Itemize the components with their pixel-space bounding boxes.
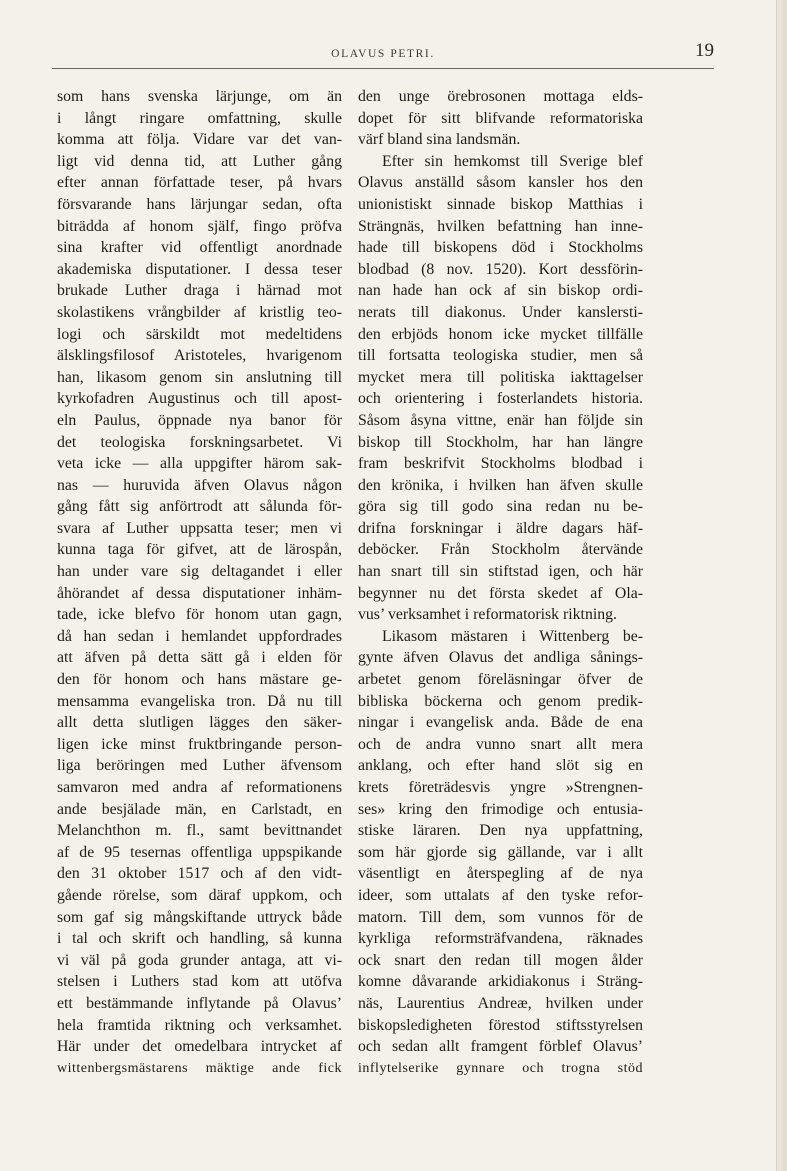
- text-line: nas — huruvida äfven Olavus någon: [57, 476, 342, 494]
- text-line: Efter sin hemkomst till Sverige blef: [382, 152, 643, 170]
- text-line: logi och särskildt mot medeltidens: [57, 325, 342, 343]
- text-line: Här under det omedelbara intrycket af: [57, 1038, 342, 1056]
- text-line: kyrkliga reformsträfvandena, räknades: [358, 930, 643, 948]
- text-line: att äfven på detta sätt gå i elden för: [57, 649, 342, 667]
- text-line: han snart till sin stiftstad igen, och här: [358, 563, 643, 581]
- text-line: ligt vid denna tid, att Luther gång: [57, 152, 342, 170]
- text-line: drifna forskningar i äldre dagars häf-: [358, 519, 643, 537]
- text-line: tade, icke blefvo för honom utan gagn,: [57, 606, 342, 624]
- right-text-column: [358, 86, 643, 1079]
- text-line: vus’ verksamhet i reformatorisk riktning.: [358, 606, 617, 624]
- text-line: stelsen i Luthers stad kom att utöfva: [57, 973, 342, 991]
- text-line: dopet för sitt blifvande reformatoriska: [358, 109, 643, 127]
- text-line: Strängnäs, hvilken befattning han inne-: [358, 217, 643, 235]
- text-line: anklang, och efter hand slöt sig en: [358, 757, 643, 775]
- text-line: kyrkofadren Augustinus och till apost-: [57, 390, 342, 408]
- text-line: allt detta slutligen lägges den säker-: [57, 714, 342, 732]
- text-line: väsentligt en återspegling af de nya: [358, 865, 643, 883]
- text-line: biträdda af honom själf, fingo pröfva: [57, 217, 342, 235]
- text-line: samvaron med andra af reformationens: [57, 779, 342, 796]
- text-line: ligen icke minst fruktbringande person-: [57, 735, 342, 753]
- text-line: som gaf sig mångskiftande uttryck både: [57, 908, 342, 926]
- text-line: hela framtida riktning och verksamhet.: [57, 1016, 342, 1034]
- text-line: skolastikens vrångbilder af kristlig teo-: [57, 303, 342, 321]
- text-line: deböcker. Från Stockholm återvände: [358, 541, 643, 559]
- page-edge: [776, 0, 787, 1171]
- text-line: sina krafter vid offentligt anordnade: [57, 239, 342, 257]
- text-line: efter annan författade teser, på hvars: [57, 174, 342, 192]
- text-line: gående rörelse, som däraf uppkom, och: [57, 886, 342, 904]
- text-line: veta icke — alla uppgifter härom sak-: [57, 455, 342, 473]
- text-line: akademiska disputationer. I dessa teser: [57, 260, 342, 278]
- text-line: komma att följa. Vidare var det van-: [57, 131, 342, 149]
- text-line: Melanchthon m. fl., samt bevittnandet: [57, 822, 342, 840]
- text-line: näs, Laurentius Andreæ, hvilken under: [358, 994, 643, 1012]
- text-line: krets företrädesvis yngre »Strengnen-: [358, 779, 643, 796]
- text-line: Såsom åsyna vittne, enär han följde sin: [358, 411, 643, 429]
- text-line: och sedan allt framgent förblef Olavus’: [358, 1038, 643, 1056]
- text-line: ett bestämmande inflytande på Olavus’: [57, 994, 342, 1012]
- text-line: begynner nu det första skedet af Ola-: [358, 584, 643, 602]
- text-line: blodbad (8 nov. 1520). Kort dessförin-: [358, 260, 643, 278]
- text-line: och de andra vunno snart allt mera: [358, 735, 643, 753]
- text-line: han, likasom genom sin anslutning till: [57, 368, 342, 386]
- text-line: försvarande hans lärjungar sedan, ofta: [57, 195, 342, 213]
- text-line: ses» kring den frimodige och entusia-: [358, 800, 643, 818]
- text-line: stiske läraren. Den nya uppfattning,: [358, 822, 643, 840]
- text-line: ideer, som uttalats af den tyske refor-: [358, 886, 643, 904]
- text-line: arbetet genom föreläsningar öfver de: [358, 671, 643, 689]
- text-line: brukade Luther draga i härnad mot: [57, 282, 342, 300]
- text-line: i långt ringare omfattning, skulle: [57, 109, 342, 127]
- text-line: komne dåvarande arkidiakonus i Sträng-: [358, 973, 643, 991]
- text-line: åhörandet af dessa disputationer inhäm-: [57, 584, 342, 602]
- text-line: hade till biskopens död i Stockholms: [358, 239, 643, 257]
- text-line: älsklingsfilosof Aristoteles, hvarigenom: [57, 347, 342, 365]
- text-line: göra sig till godo sina redan nu be-: [358, 498, 643, 516]
- text-line: biskopsledigheten förestod stiftsstyrelsen: [358, 1016, 643, 1034]
- text-line: bibliska böckerna och genom predik-: [358, 692, 643, 710]
- text-line: ningar i evangelisk anda. Både de ena: [358, 714, 643, 732]
- text-line: svara af Luther uppsatta teser; men vi: [57, 519, 342, 537]
- text-line: Likasom mästaren i Wittenberg be-: [382, 627, 643, 645]
- text-line: kunna taga för gifvet, att de lärospån,: [57, 541, 342, 559]
- text-line: gynte äfven Olavus det andliga sånings-: [358, 649, 643, 667]
- text-line: som här gjorde sig gällande, var i allt: [358, 843, 643, 861]
- text-line: nan hade han ock af sin biskop ordi-: [358, 282, 643, 300]
- text-line: eln Paulus, öppnade nya banor för: [57, 411, 342, 429]
- text-line: i tal och skrift och handling, så kunna: [57, 930, 342, 948]
- text-line: som hans svenska lärjunge, om än: [57, 88, 342, 105]
- text-line: den unge örebrosonen mottaga elds-: [358, 88, 643, 105]
- text-line: matorn. Till dem, som vunnos för de: [358, 908, 643, 926]
- text-line: liga beröringen med Luther äfvensom: [57, 757, 342, 775]
- text-line: mycket mera till politiska iakttagelser: [358, 368, 643, 386]
- text-line: då han sedan i hemlandet uppfordrades: [57, 627, 342, 645]
- running-head: OLAVUS PETRI.: [331, 48, 435, 60]
- text-line: nerats till diakonus. Under kanslersti-: [358, 303, 643, 321]
- text-line: Olavus anställd såsom kansler hos den: [358, 174, 643, 192]
- text-line: den krönika, i hvilken han äfven skulle: [358, 476, 643, 494]
- text-line: det teologiska forskningsarbetet. Vi: [57, 433, 342, 451]
- text-line: mensamma evangeliska tron. Då nu till: [57, 692, 342, 710]
- text-line: den 31 oktober 1517 och af den vidt-: [57, 865, 342, 883]
- text-line: biskop till Stockholm, har han längre: [358, 433, 643, 451]
- text-line: vi väl på goda grunder antaga, att vi-: [57, 951, 342, 969]
- text-line: gång fått sig anförtrodt att sålunda för-: [57, 498, 342, 516]
- text-line: värf bland sina landsmän.: [358, 131, 521, 149]
- page-header: [52, 40, 714, 69]
- text-line: den för honom och hans mästare ge-: [57, 671, 342, 689]
- page-number: 19: [695, 40, 714, 61]
- left-text-column: [57, 86, 342, 1079]
- text-line: ande besjälade män, en Carlstadt, en: [57, 800, 342, 818]
- text-line: den erbjöds honom icke mycket tillfälle: [358, 325, 643, 343]
- text-line: till fortsatta teologiska studier, men så: [358, 347, 643, 365]
- text-line: wittenbergsmästarens mäktige ande fick: [57, 1060, 342, 1076]
- text-line: af de 95 tesernas offentliga uppspikande: [57, 843, 342, 861]
- text-line: unionistiskt sinnade biskop Matthias i: [358, 195, 643, 213]
- text-line: och orientering i fosterlandets historia.: [358, 390, 643, 408]
- text-line: inflytelserike gynnare och trogna stöd: [358, 1060, 643, 1076]
- text-line: ock snart den redan till mogen ålder: [358, 951, 643, 969]
- text-line: fram beskrifvit Stockholms blodbad i: [358, 455, 643, 473]
- text-line: han under vare sig deltagandet i eller: [57, 563, 342, 581]
